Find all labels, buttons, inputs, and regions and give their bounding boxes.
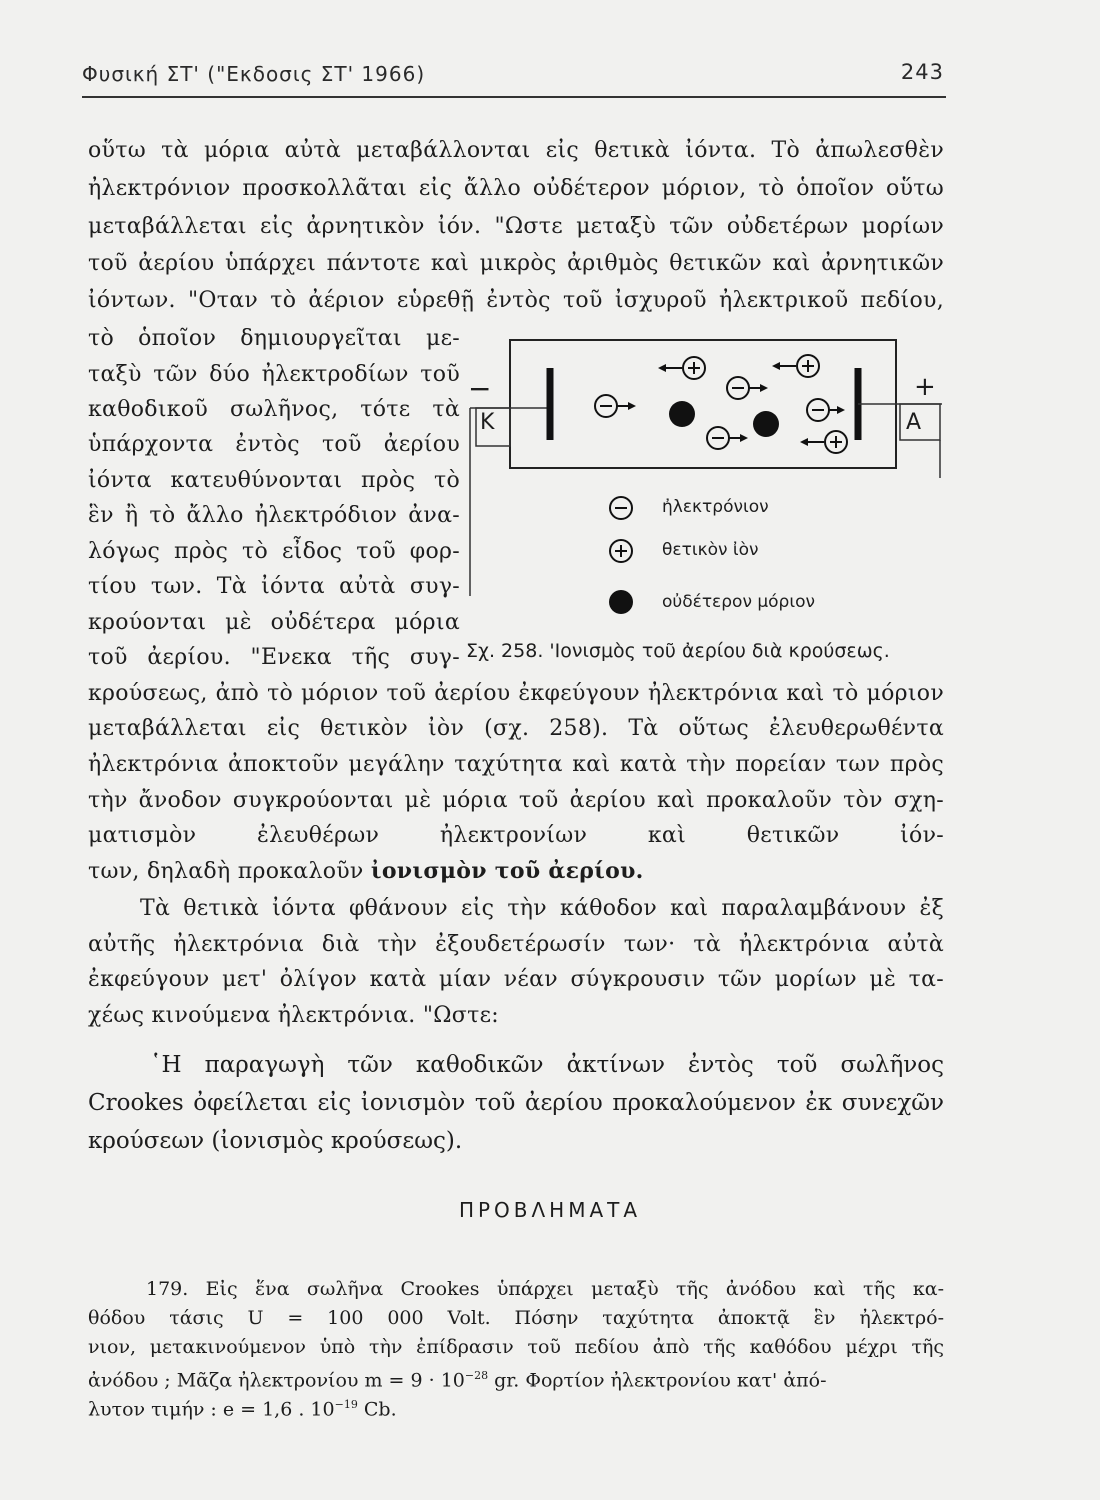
- text-line: ματισμὸν ἐλευθέρων ἠλεκτρονίων καὶ θετικῶν ἰόν-: [88, 823, 944, 848]
- text-line: τὸ ὁποῖον δημιουργεῖται με-: [88, 326, 460, 351]
- text-line: ἠλεκτρόνιον προσκολλᾶται εἰς ἄλλο οὐδέτερον μόριον, τὸ ὁποῖον οὕτω: [88, 176, 944, 201]
- text-line: ὑπάρχοντα ἐντὸς τοῦ ἀερίου: [88, 432, 460, 457]
- text-line: ἓν ἢ τὸ ἄλλο ἠλεκτρόδιον ἀνα-: [88, 503, 460, 528]
- figure-caption: Σχ. 258. 'Ιονισμὸς τοῦ ἀερίου διὰ κρούσεως.: [466, 640, 890, 662]
- problem-line: 179. Εἰς ἕνα σωλῆνα Crookes ὑπάρχει μεταξὺ τῆς ἀνόδου καὶ τῆς κα-: [146, 1278, 944, 1300]
- page-number: 243: [900, 60, 944, 84]
- neutral-molecule: [669, 401, 695, 427]
- legend-electron-symbol: [610, 497, 632, 519]
- law-line: κρούσεων (ἰονισμὸς κρούσεως).: [88, 1128, 463, 1154]
- minus-sign: −: [468, 372, 492, 405]
- text-line: αὐτῆς ἠλεκτρόνια διὰ τὴν ἐξουδετέρωσίν των· τὰ ἠλεκτρόνια αὐτὰ: [88, 932, 944, 957]
- page-header: [82, 60, 944, 92]
- electron: [595, 395, 636, 417]
- text-line: ἐκφεύγουν μετ' ὀλίγον κατὰ μίαν νέαν σύγκρουσιν τῶν μορίων μὲ τα-: [88, 967, 944, 992]
- text-line: ταξὺ τῶν δύο ἠλεκτροδίων τοῦ: [88, 362, 460, 387]
- exponent: −28: [464, 1369, 489, 1382]
- text-line: τοῦ ἀερίου ὑπάρχει πάντοτε καὶ μικρὸς ἀριθμὸς θετικῶν καὶ ἀρνητικῶν: [88, 251, 944, 276]
- problem-line: νιον, μετακινούμενον ὑπὸ τὴν ἐπίδρασιν τοῦ πεδίου ἀπὸ τῆς καθόδου μέχρι τῆς: [88, 1336, 944, 1358]
- text-line: κρούονται μὲ οὐδέτερα μόρια: [88, 610, 460, 635]
- header-rule: [82, 96, 946, 98]
- text-line: τὴν ἄνοδον συγκρούονται μὲ μόρια τοῦ ἀερίου καὶ προκαλοῦν τὸν σχη-: [88, 788, 944, 813]
- exponent: −19: [334, 1398, 358, 1411]
- text-line: ἰόντα κατευθύνονται πρὸς τὸ: [88, 468, 460, 493]
- text-line: μεταβάλλεται εἰς ἀρνητικὸν ἰόν. "Ωστε μεταξὺ τῶν οὐδετέρων μορίων: [88, 214, 944, 239]
- problem-line: [88, 1363, 827, 1393]
- problem-line: θόδου τάσις U = 100 000 Volt. Πόσην ταχύτητα ἀποκτᾷ ἓν ἠλεκτρό-: [88, 1307, 944, 1329]
- law-line: ῾Η παραγωγὴ τῶν καθοδικῶν ἀκτίνων ἐντὸς τοῦ σωλῆνος: [150, 1052, 944, 1078]
- running-title: Φυσική ΣΤ' ("Εκδοσις ΣΤ' 1966): [82, 62, 426, 86]
- positive-ion: [658, 357, 705, 379]
- text-line: λόγως πρὸς τὸ εἶδος τοῦ φορ-: [88, 539, 460, 564]
- positive-ion: [772, 355, 819, 377]
- text-line: μεταβάλλεται εἰς θετικὸν ἰὸν (σχ. 258). Τὰ οὕτως ἐλευθερωθέντα: [88, 716, 944, 741]
- text-line: [88, 857, 644, 886]
- problem-line: [88, 1392, 397, 1422]
- text-line: οὕτω τὰ μόρια αὐτὰ μεταβάλλονται εἰς θετικὰ ἰόντα. Τὸ ἀπωλεσθὲν: [88, 138, 944, 163]
- text-line: Τὰ θετικὰ ἰόντα φθάνουν εἰς τὴν κάθοδον καὶ παραλαμβάνουν ἐξ: [140, 896, 944, 921]
- law-line: Crookes ὀφείλεται εἰς ἰονισμὸν τοῦ ἀερίου προκαλούμενον ἐκ συνεχῶν: [88, 1090, 944, 1116]
- anode-label: A: [906, 410, 922, 435]
- electron: [707, 427, 748, 449]
- text-line: χέως κινούμενα ἠλεκτρόνια. "Ωστε:: [88, 1003, 499, 1028]
- text-line: ἠλεκτρόνια ἀποκτοῦν μεγάλην ταχύτητα καὶ κατὰ τὴν πορείαν των πρὸς: [88, 752, 944, 777]
- text-line: τίου των. Τὰ ἰόντα αὐτὰ συγ-: [88, 574, 460, 599]
- cathode-label: K: [480, 410, 495, 435]
- text-line: τοῦ ἀερίου. "Ενεκα τῆς συγ-: [88, 645, 460, 670]
- neutral-molecule: [753, 411, 779, 437]
- plus-sign: +: [914, 372, 936, 402]
- positive-ion: [800, 431, 847, 453]
- electron: [807, 399, 845, 421]
- legend-neutral-label: οὐδέτερον μόριον: [662, 592, 815, 612]
- problem-line-tail: gr. Φορτίον ἠλεκτρονίου κατ' ἀπό-: [488, 1369, 827, 1392]
- text-line: καθοδικοῦ σωλῆνος, τότε τὰ: [88, 397, 460, 422]
- text-line: κρούσεως, ἀπὸ τὸ μόριον τοῦ ἀερίου ἐκφεύγουν ἠλεκτρόνια καὶ τὸ μόριον: [88, 681, 944, 706]
- legend-positive-ion-label: θετικὸν ἰὸν: [662, 540, 759, 560]
- text-line: ἰόντων. "Οταν τὸ ἀέριον εὑρεθῇ ἐντὸς τοῦ ἰσχυροῦ ἠλεκτρικοῦ πεδίου,: [88, 288, 944, 313]
- electron: [727, 377, 768, 399]
- emphasized-term: ἰονισμὸν τοῦ ἀερίου.: [370, 858, 644, 884]
- problem-line-tail: Cb.: [357, 1398, 397, 1421]
- legend-positive-ion-symbol: [610, 540, 632, 562]
- last-line-prefix: των, δηλαδὴ προκαλοῦν: [88, 859, 371, 884]
- problem-line-text: ἀνόδου ; Μᾶζα ἠλεκτρονίου m = 9 · 10: [88, 1369, 465, 1392]
- legend-electron-label: ἠλεκτρόνιον: [662, 497, 769, 517]
- legend-neutral-symbol: [609, 590, 633, 614]
- problems-heading: ΠΡΟΒΛΗΜΑΤΑ: [458, 1198, 642, 1222]
- crookes-tube: [510, 340, 896, 468]
- problem-line-text: λυτον τιμήν : e = 1,6 . 10: [88, 1398, 335, 1421]
